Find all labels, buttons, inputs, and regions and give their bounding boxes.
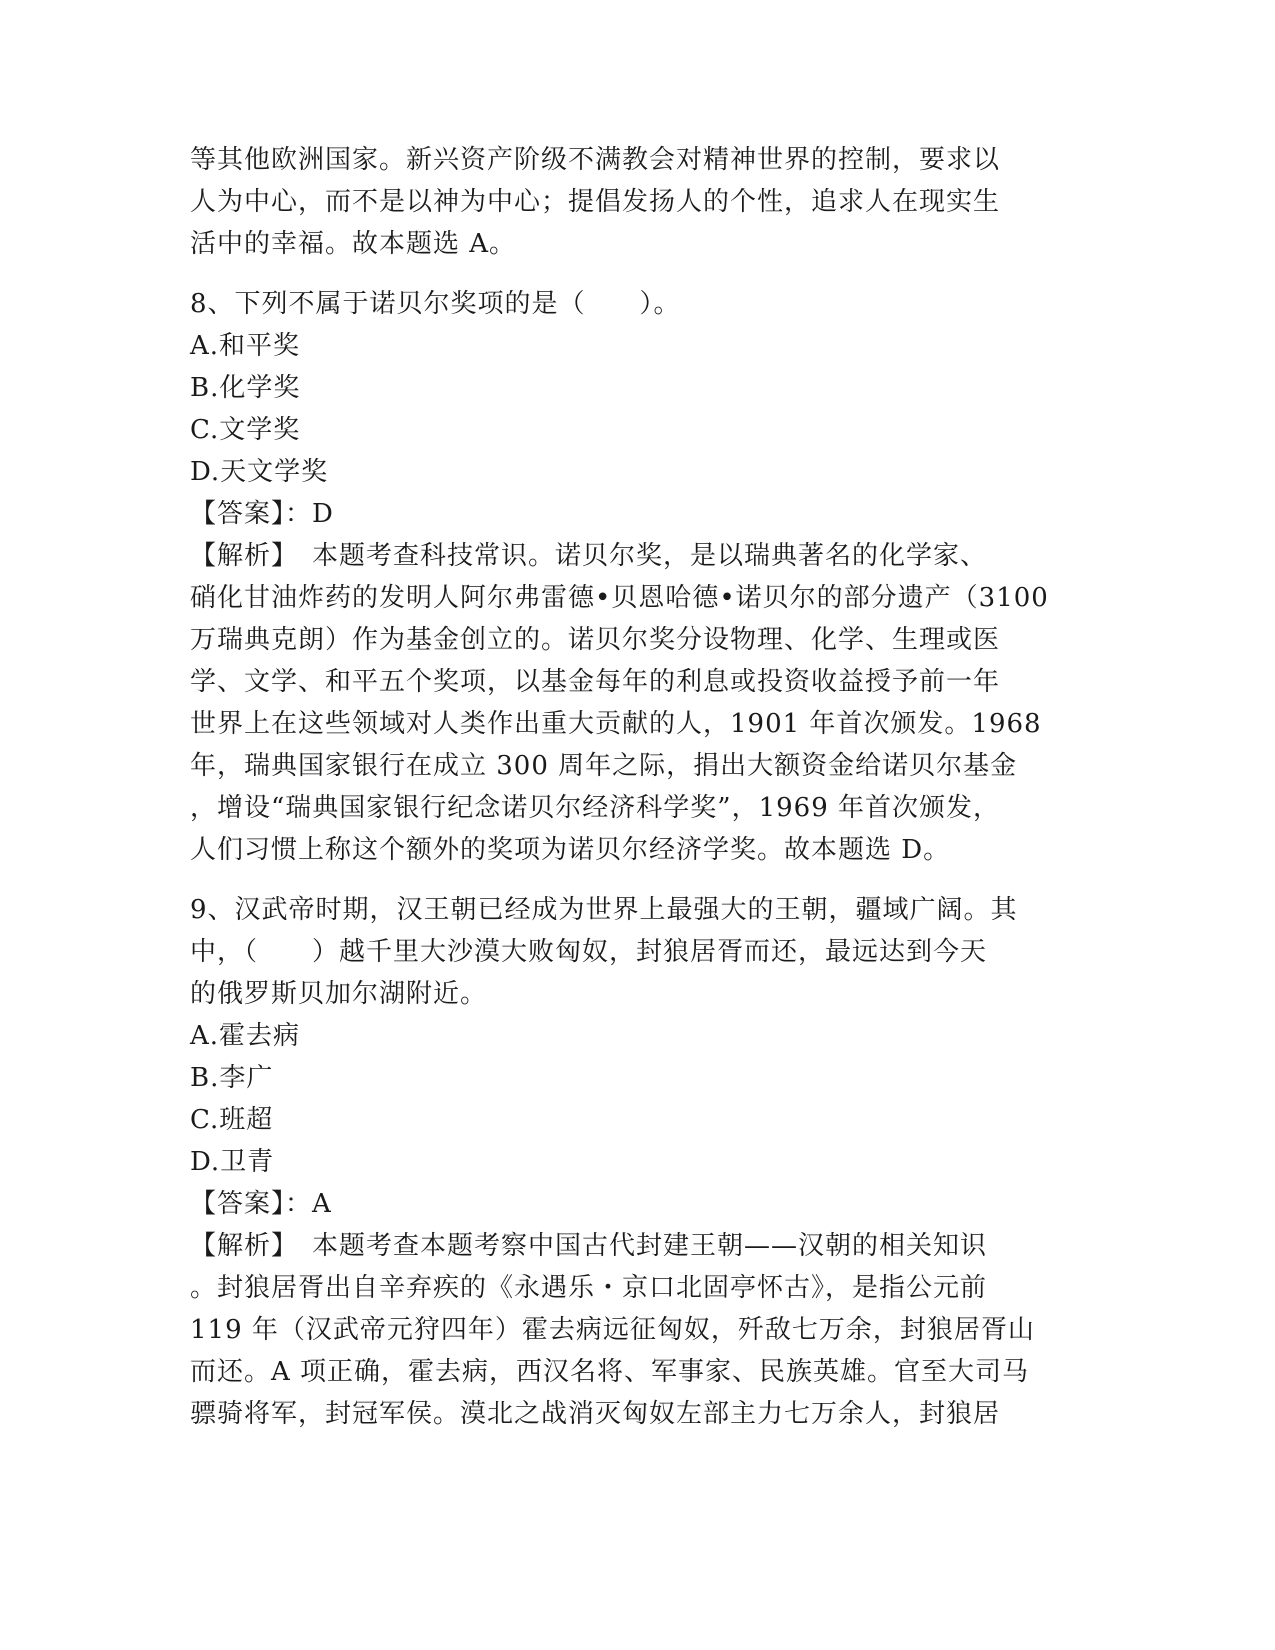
question-8-analysis-line: 世界上在这些领域对人类作出重大贡献的人，1901 年首次颁发。1968 (190, 709, 1042, 739)
question-9-text-line: 中，（ ）越千里大沙漠大败匈奴，封狼居胥而还，最远达到今天 (190, 937, 988, 967)
question-8-analysis-line: 硝化甘油炸药的发明人阿尔弗雷德•贝恩哈德•诺贝尔的部分遗产（3100 (190, 583, 1049, 613)
question-9-option-d: D.卫青 (190, 1147, 275, 1177)
question-8-text: 8、下列不属于诺贝尔奖项的是（ ）。 (190, 289, 681, 319)
intro-line: 等其他欧洲国家。新兴资产阶级不满教会对精神世界的控制，要求以 (190, 145, 1001, 175)
question-8-option-d: D.天文学奖 (190, 457, 329, 487)
question-8-option-a: A.和平奖 (190, 331, 301, 361)
intro-line: 活中的幸福。故本题选 A。 (190, 229, 517, 259)
question-9-answer: 【答案】：A (190, 1189, 332, 1219)
question-8-analysis-line: 学、文学、和平五个奖项，以基金每年的利息或投资收益授予前一年 (190, 667, 1001, 697)
question-9-option-a: A.霍去病 (190, 1021, 301, 1051)
question-9-analysis-line: 。封狼居胥出自辛弃疾的《永遇乐・京口北固亭怀古》，是指公元前 (190, 1273, 988, 1303)
question-9-text-line: 的俄罗斯贝加尔湖附近。 (190, 979, 488, 1009)
question-8-analysis-line: ，增设“瑞典国家银行纪念诺贝尔经济科学奖”，1969 年首次颁发， (190, 793, 1001, 823)
question-8-analysis-line: 年，瑞典国家银行在成立 300 周年之际，捐出大额资金给诺贝尔基金 (190, 751, 1018, 781)
question-8-analysis-line: 万瑞典克朗）作为基金创立的。诺贝尔奖分设物理、化学、生理或医 (190, 625, 1001, 655)
question-9-analysis-line: 而还。A 项正确，霍去病，西汉名将、军事家、民族英雄。官至大司马 (190, 1357, 1030, 1387)
question-8-analysis-line: 【解析】 本题考查科技常识。诺贝尔奖，是以瑞典著名的化学家、 (190, 541, 988, 571)
question-9-analysis-line: 119 年（汉武帝元狩四年）霍去病远征匈奴，歼敌七万余，封狼居胥山 (190, 1315, 1035, 1345)
question-8-option-c: C.文学奖 (190, 415, 301, 445)
question-8-option-b: B.化学奖 (190, 373, 301, 403)
question-9-analysis-line: 骠骑将军，封冠军侯。漠北之战消灭匈奴左部主力七万余人，封狼居 (190, 1399, 1001, 1429)
intro-line: 人为中心，而不是以神为中心；提倡发扬人的个性，追求人在现实生 (190, 187, 1001, 217)
question-8-answer: 【答案】：D (190, 499, 334, 529)
question-9-option-b: B.李广 (190, 1063, 274, 1093)
question-9-analysis-line: 【解析】 本题考查本题考察中国古代封建王朝——汉朝的相关知识 (190, 1231, 988, 1261)
question-8-analysis-line: 人们习惯上称这个额外的奖项为诺贝尔经济学奖。故本题选 D。 (190, 835, 951, 865)
question-9-option-c: C.班超 (190, 1105, 274, 1135)
question-9-text-line: 9、汉武帝时期，汉王朝已经成为世界上最强大的王朝，疆域广阔。其 (190, 895, 1018, 925)
